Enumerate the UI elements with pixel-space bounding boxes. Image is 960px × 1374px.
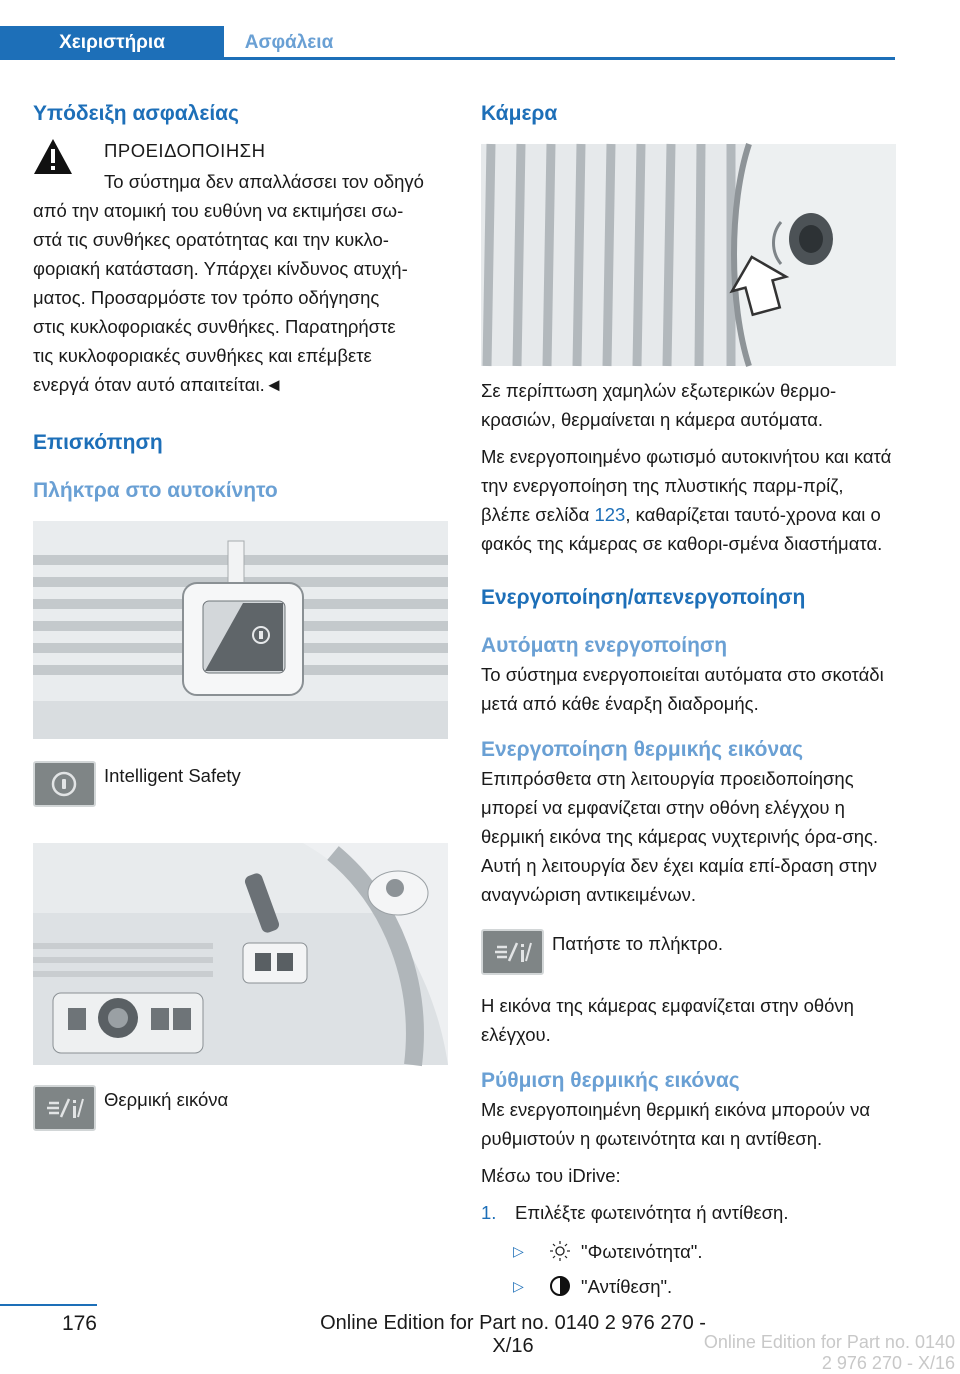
automatic-activation-heading: Αυτόματη ενεργοποίηση (481, 634, 728, 657)
option-brightness[interactable] (481, 1237, 896, 1266)
buttons-in-car-heading: Πλήκτρα στο αυτοκίνητο (33, 479, 278, 502)
camera-cleaning-text-b: , καθαρίζεται ταυτό-χρονα και ο φακός της κάμερας σε καθορι-σμένα διαστήματα. (481, 504, 883, 554)
thermal-activation-heading: Ενεργοποίηση θερμικής εικόνας (481, 738, 804, 761)
option-contrast-label: "Αντίθεση". (581, 1276, 673, 1297)
image-shown-text: Η εικόνα της κάμερας εμφανίζεται στην οθόνη ελέγχου. (481, 995, 854, 1045)
bullet-triangle-icon: ▷ (513, 1243, 524, 1259)
camera-grille-photo (481, 144, 896, 366)
steps-list (481, 1198, 896, 1227)
press-key-row (481, 929, 896, 991)
intelligent-safety-label: Intelligent Safety (104, 765, 241, 786)
option-brightness-label: "Φωτεινότητα". (581, 1241, 703, 1262)
camera-heading: Κάμερα (481, 102, 558, 125)
safety-note-heading: Υπόδειξη ασφαλείας (33, 102, 239, 125)
intelligent-safety-button-icon (33, 761, 96, 807)
interior-switch-photo (33, 843, 448, 1065)
warning-line-0: Το σύστημα δεν απαλλάσσει τον οδηγό (104, 171, 424, 192)
edition-text: Online Edition for Part no. 0140 2 976 270 - X/16 (320, 1312, 706, 1357)
tab-controls[interactable]: Χειριστήρια (0, 26, 224, 60)
camera-cleaning-text (481, 442, 896, 558)
right-column (481, 100, 896, 1307)
warning-line-7: ενεργά όταν αυτό απαιτείται.◄ (33, 374, 284, 395)
step-1-number: 1. (481, 1202, 497, 1223)
option-contrast[interactable] (481, 1272, 896, 1301)
options-list (481, 1237, 896, 1301)
activation-heading: Ενεργοποίηση/απενεργοποίηση (481, 586, 806, 609)
intelligent-safety-key-row (33, 761, 448, 823)
tab-safety[interactable]: Ασφάλεια (244, 32, 334, 53)
thermal-image-label: Θερμική εικόνα (104, 1089, 229, 1110)
page-reference-link[interactable]: 123 (594, 504, 626, 525)
step-1-text: Επιλέξτε φωτεινότητα ή αντίθεση. (515, 1202, 789, 1223)
camera-cleaning-text-a: Με ενεργοποιημένο φωτισμό αυτοκινήτου και κατά την ενεργοποίηση της πλυστικής παρμ-πρίζ, βλέπε σελίδα (481, 446, 892, 525)
warning-line-1: από την ατομική του ευθύνη να εκτιμήσει σω- (33, 200, 404, 221)
camera-heating-text: Σε περίπτωση χαμηλών εξωτερικών θερμο-κρασιών, θερμαίνεται η κάμερα αυτόματα. (481, 380, 837, 430)
bullet-triangle-icon-2: ▷ (513, 1278, 524, 1294)
page-number: 176 (61, 1312, 97, 1335)
warning-title: ΠΡΟΕΙΔΟΠΟΙΗΣΗ (104, 140, 266, 161)
via-idrive-text: Μέσω του iDrive: (481, 1165, 621, 1186)
automatic-activation-text: Το σύστημα ενεργοποιείται αυτόματα στο σκοτάδι μετά από κάθε έναρξη διαδρομής. (481, 664, 884, 714)
left-column (33, 100, 448, 1147)
watermark: Online Edition for Part no. 0140 2 976 270 - X/16 (703, 1332, 955, 1373)
warning-line-6: τις κυκλοφοριακές συνθήκες και επέμβετε (33, 345, 372, 366)
adjust-thermal-heading: Ρύθμιση θερμικής εικόνας (481, 1069, 740, 1092)
grille-button-photo (33, 521, 448, 739)
night-vision-button-icon-2 (481, 929, 544, 975)
contrast-icon (549, 1275, 571, 1297)
footer-rule (0, 1304, 97, 1306)
warning-block (33, 136, 448, 196)
adjust-thermal-text: Με ενεργοποιημένη θερμική εικόνα μπορούν να ρυθμιστούν η φωτεινότητα και η αντίθεση. (481, 1099, 871, 1149)
warning-line-2: στά τις συνθήκες ορατότητας και την κυκλο- (33, 229, 389, 250)
thermal-activation-text: Επιπρόσθετα στη λειτουργία προειδοποίησης μπορεί να εμφανίζεται στην οθόνη ελέγχου η θερμική εικόνα της κάμερας νυχτερινής όρα-σης. Αυτή η λειτουργία δεν έχει καμία επί-δραση στην αναγνώριση αντικειμένων. (481, 768, 879, 905)
chapter-tab-bar (0, 26, 895, 60)
brightness-sun-icon (549, 1240, 571, 1262)
warning-line-3: φοριακή κατάσταση. Υπάρχει κίνδυνος ατυχή- (33, 258, 408, 279)
press-key-label: Πατήστε το πλήκτρο. (552, 933, 724, 954)
warning-line-4: ματος. Προσαρμόστε τον τρόπο οδήγησης (33, 287, 380, 308)
warning-triangle-icon (33, 138, 73, 176)
overview-heading: Επισκόπηση (33, 431, 163, 454)
thermal-image-key-row (33, 1085, 448, 1147)
step-1 (481, 1198, 896, 1227)
warning-line-5: στις κυκλοφοριακές συνθήκες. Παρατηρήστε (33, 316, 396, 337)
night-vision-button-icon (33, 1085, 96, 1131)
